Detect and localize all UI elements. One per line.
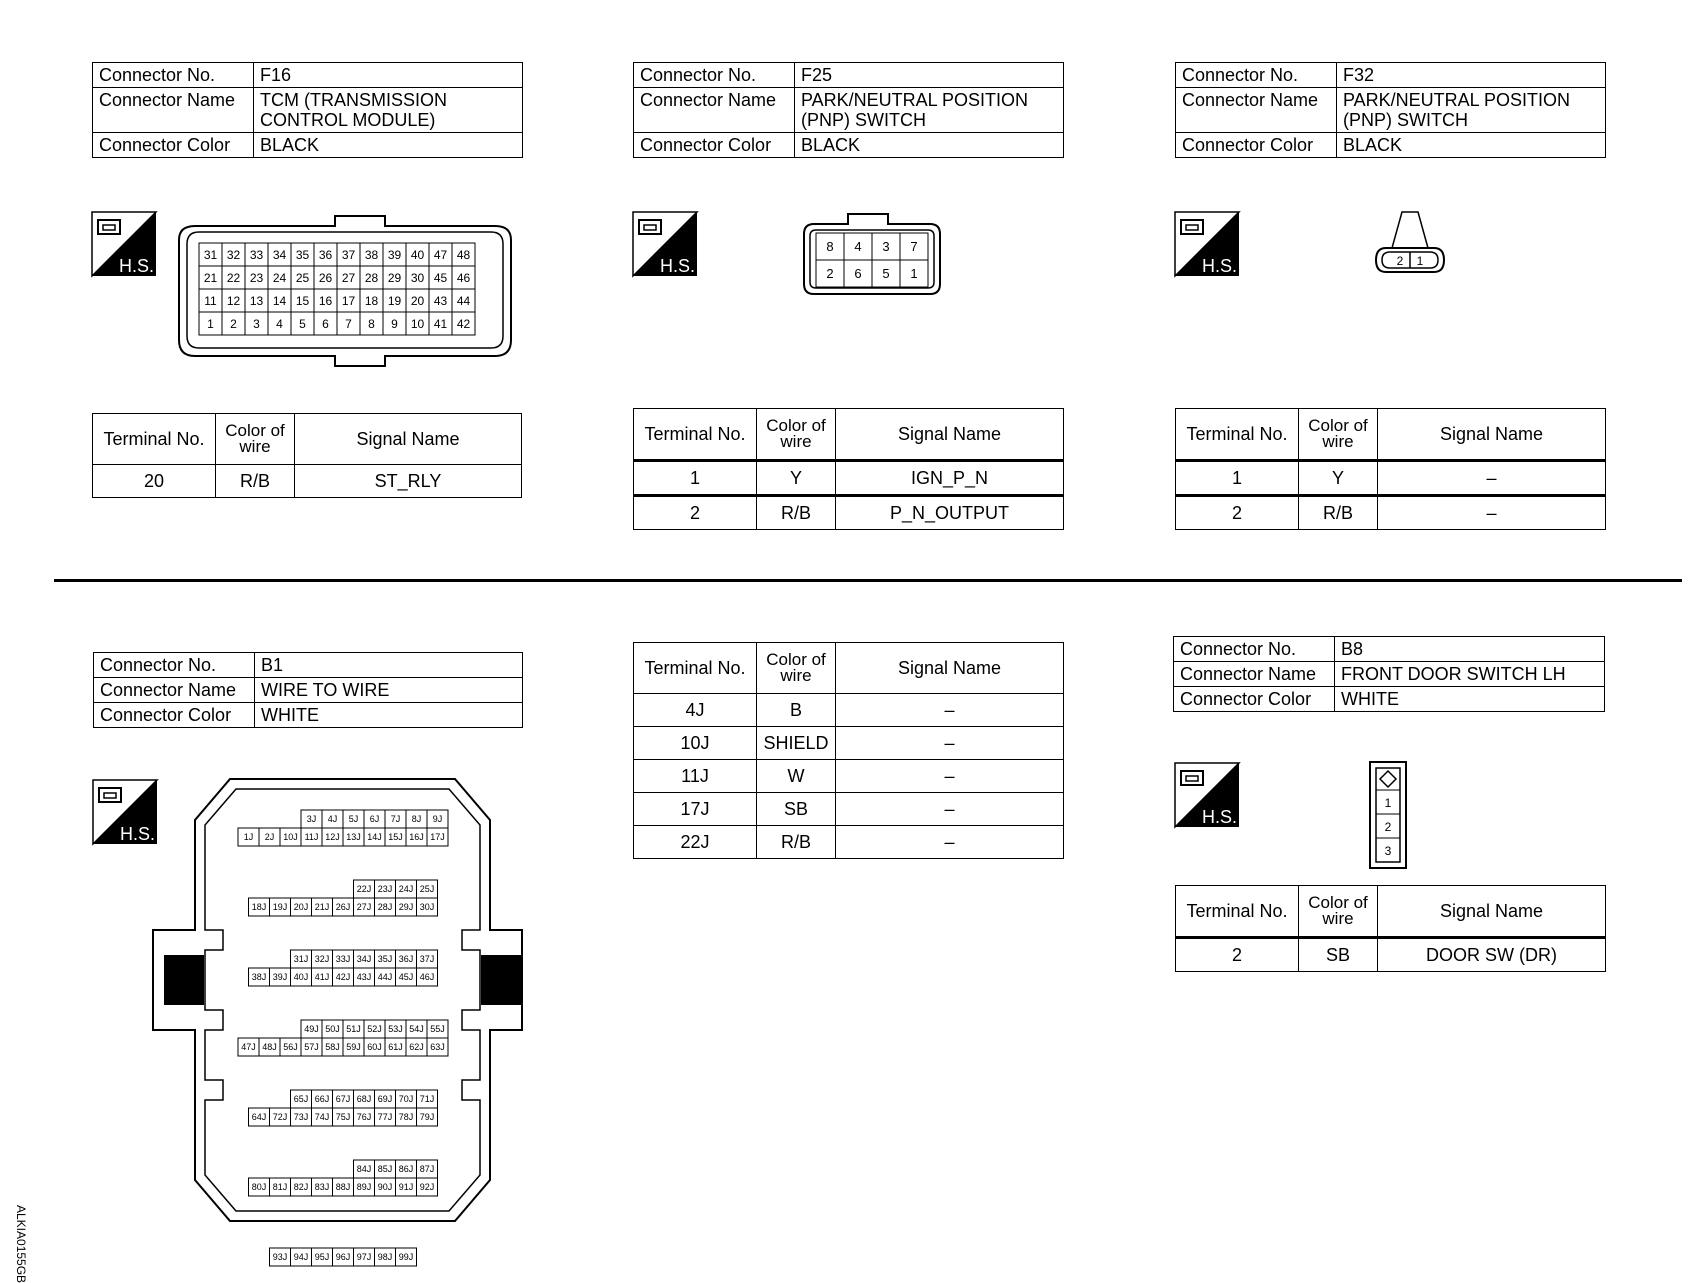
color-of-text: Color of — [766, 416, 826, 435]
wire-color-header — [757, 643, 836, 694]
pin-label: 40J — [293, 972, 309, 983]
color-of-text: Color of — [766, 650, 826, 669]
pin-label: 45J — [398, 972, 414, 983]
b1-connector-info — [93, 652, 523, 728]
f16-connector-face — [175, 210, 515, 370]
pin-label: 89J — [356, 1182, 372, 1193]
f16-name-line2: CONTROL MODULE) — [260, 110, 436, 130]
pin-label: 11J — [304, 832, 319, 843]
f32-name-line1: PARK/NEUTRAL POSITION — [1343, 90, 1571, 110]
pin-label: 87J — [419, 1164, 435, 1175]
terminal-no-header: Terminal No. — [634, 409, 757, 461]
section-divider — [54, 579, 1682, 582]
table-cell: B — [757, 694, 836, 727]
pin-label: 51J — [346, 1024, 361, 1035]
pin-label: 45 — [433, 270, 448, 285]
f25-no-label: Connector No. — [634, 63, 795, 88]
pin-label: 42 — [456, 316, 471, 331]
pin-label: 1 — [207, 316, 214, 331]
pin-label: 59J — [346, 1042, 361, 1053]
table-cell: R/B — [757, 826, 836, 859]
pin-label: 81J — [272, 1182, 288, 1193]
f16-pin-grid — [199, 243, 475, 335]
pin-label: 14 — [272, 293, 287, 308]
pin-label: 32 — [226, 247, 241, 262]
terminal-no-header: Terminal No. — [634, 643, 757, 694]
pin-label: 27 — [341, 270, 356, 285]
f25-name-label: Connector Name — [634, 88, 795, 133]
b8-connector-face — [1368, 760, 1408, 870]
f16-terminal-table — [92, 413, 522, 498]
pin-label: 10J — [283, 832, 298, 843]
pin-label: 37 — [341, 247, 356, 262]
table-cell: 22J — [634, 826, 757, 859]
pin-label: 42J — [335, 972, 351, 983]
pin-label: 94J — [293, 1252, 309, 1263]
b1-color-value: WHITE — [255, 703, 523, 728]
f25-pin-grid — [816, 233, 928, 287]
hs-label: H.S. — [118, 256, 154, 276]
b1-name-value: WIRE TO WIRE — [255, 678, 523, 703]
wire-text: wire — [780, 666, 812, 685]
pin-label: 1 — [910, 266, 918, 282]
pin-label: 1 — [1384, 796, 1392, 810]
table-cell: – — [1378, 461, 1606, 496]
pin-label: 6 — [322, 316, 329, 331]
hs-icon — [633, 212, 697, 276]
b8-connector-info — [1173, 636, 1605, 712]
table-cell: SHIELD — [757, 727, 836, 760]
table-cell: IGN_P_N — [836, 461, 1064, 496]
f25-connector-info — [633, 62, 1064, 158]
b8-no-value: B8 — [1335, 637, 1605, 662]
f25-no-value: F25 — [795, 63, 1064, 88]
pin-label: 41 — [433, 316, 448, 331]
pin-label: 3J — [306, 814, 317, 825]
pin-label: 44 — [456, 293, 471, 308]
pin-label: 52J — [367, 1024, 382, 1035]
pin-label: 4 — [854, 239, 862, 255]
pin-label: 33J — [335, 954, 351, 965]
terminal-no-header: Terminal No. — [1176, 409, 1299, 461]
pin-label: 25 — [295, 270, 310, 285]
b1-no-label: Connector No. — [94, 653, 255, 678]
pin-label: 47J — [241, 1042, 256, 1053]
pin-label: 7J — [390, 814, 401, 825]
pin-label: 28J — [377, 902, 393, 913]
pin-label: 40 — [410, 247, 425, 262]
f32-name-label: Connector Name — [1176, 88, 1337, 133]
hs-label: H.S. — [1201, 807, 1237, 827]
pin-label: 20J — [293, 902, 309, 913]
f16-color-value: BLACK — [254, 133, 523, 158]
b8-terminal-table — [1175, 885, 1606, 972]
pin-label: 38J — [251, 972, 267, 983]
f25-color-value: BLACK — [795, 133, 1064, 158]
pin-label: 77J — [377, 1112, 393, 1123]
pin-label: 66J — [314, 1094, 330, 1105]
pin-label: 67J — [335, 1094, 351, 1105]
f32-connector-info — [1175, 62, 1606, 158]
pin-label: 18 — [364, 293, 379, 308]
pin-label: 15 — [295, 293, 310, 308]
table-cell: 4J — [634, 694, 757, 727]
color-of-text: Color of — [225, 421, 285, 440]
pin-label: 17J — [430, 832, 445, 843]
wire-color-header — [216, 414, 295, 465]
pin-label: 2 — [1396, 254, 1404, 268]
pin-label: 90J — [377, 1182, 393, 1193]
b1-no-value: B1 — [255, 653, 523, 678]
b1-pin-grid — [238, 810, 448, 1266]
f25-name-value — [795, 88, 1064, 133]
pin-label: 97J — [356, 1252, 372, 1263]
pin-label: 88J — [335, 1182, 351, 1193]
pin-label: 25J — [419, 884, 435, 895]
b8-no-label: Connector No. — [1174, 637, 1335, 662]
table-cell: 10J — [634, 727, 757, 760]
pin-label: 16 — [318, 293, 333, 308]
pin-label: 13 — [249, 293, 264, 308]
pin-label: 95J — [314, 1252, 330, 1263]
wire-color-header — [1299, 409, 1378, 461]
f16-name-line1: TCM (TRANSMISSION — [260, 90, 447, 110]
pin-label: 21J — [314, 902, 330, 913]
table-cell: – — [836, 694, 1064, 727]
table-cell: 2 — [634, 496, 757, 530]
pin-label: 75J — [335, 1112, 351, 1123]
pin-label: 2J — [264, 832, 275, 843]
pin-label: 30 — [410, 270, 425, 285]
table-cell: DOOR SW (DR) — [1378, 938, 1606, 972]
pin-label: 34 — [272, 247, 287, 262]
pin-label: 38 — [364, 247, 379, 262]
wire-text: wire — [1322, 432, 1354, 451]
pin-label: 9J — [432, 814, 443, 825]
pin-label: 2 — [230, 316, 237, 331]
pin-label: 76J — [356, 1112, 372, 1123]
table-cell: 1 — [634, 461, 757, 496]
hs-icon — [1175, 763, 1239, 827]
figure-id: ALKIA0155GB — [14, 1205, 28, 1283]
f32-name-value — [1337, 88, 1606, 133]
pin-label: 64J — [251, 1112, 267, 1123]
pin-label: 37J — [419, 954, 435, 965]
wire-color-header — [757, 409, 836, 461]
table-cell: 17J — [634, 793, 757, 826]
pin-label: 56J — [283, 1042, 298, 1053]
pin-label: 32J — [314, 954, 330, 965]
pin-label: 2 — [826, 266, 834, 282]
pin-label: 53J — [388, 1024, 403, 1035]
pin-label: 16J — [409, 832, 424, 843]
pin-label: 22 — [226, 270, 241, 285]
b8-name-value: FRONT DOOR SWITCH LH — [1335, 662, 1605, 687]
pin-label: 8J — [411, 814, 422, 825]
b1-color-label: Connector Color — [94, 703, 255, 728]
signal-name-header: Signal Name — [295, 414, 522, 465]
table-cell: 2 — [1176, 938, 1299, 972]
f16-connector-info — [92, 62, 523, 158]
pin-label: 6 — [854, 266, 862, 282]
pin-label: 28 — [364, 270, 379, 285]
pin-label: 86J — [398, 1164, 414, 1175]
f16-no-value: F16 — [254, 63, 523, 88]
pin-label: 5 — [882, 266, 890, 282]
pin-label: 24J — [398, 884, 414, 895]
pin-label: 74J — [314, 1112, 330, 1123]
pin-label: 34J — [356, 954, 372, 965]
pin-label: 8 — [826, 239, 834, 255]
pin-label: 12 — [226, 293, 241, 308]
f25-terminal-table — [633, 408, 1064, 530]
signal-name-header: Signal Name — [1378, 886, 1606, 938]
f25-color-label: Connector Color — [634, 133, 795, 158]
pin-label: 5 — [299, 316, 306, 331]
pin-label: 60J — [367, 1042, 382, 1053]
pin-label: 55J — [430, 1024, 445, 1035]
pin-label: 43 — [433, 293, 448, 308]
pin-label: 26 — [318, 270, 333, 285]
color-of-text: Color of — [1308, 416, 1368, 435]
terminal-no-header: Terminal No. — [93, 414, 216, 465]
pin-label: 50J — [325, 1024, 340, 1035]
pin-label: 2 — [1384, 820, 1392, 834]
pin-label: 11 — [204, 293, 217, 308]
table-cell: Y — [1299, 461, 1378, 496]
pin-label: 91J — [398, 1182, 414, 1193]
pin-label: 93J — [272, 1252, 288, 1263]
table-cell: Y — [757, 461, 836, 496]
pin-label: 26J — [335, 902, 351, 913]
pin-label: 27J — [356, 902, 372, 913]
pin-label: 33 — [249, 247, 264, 262]
pin-label: 12J — [325, 832, 340, 843]
f32-color-value: BLACK — [1337, 133, 1606, 158]
f16-name-value — [254, 88, 523, 133]
pin-label: 3 — [1384, 844, 1392, 858]
pin-label: 22J — [356, 884, 372, 895]
pin-label: 78J — [398, 1112, 414, 1123]
pin-label: 18J — [251, 902, 267, 913]
pin-label: 54J — [409, 1024, 424, 1035]
pin-label: 10 — [410, 316, 425, 331]
pin-label: 5J — [348, 814, 359, 825]
pin-label: 21 — [203, 270, 218, 285]
b8-name-label: Connector Name — [1174, 662, 1335, 687]
wire-text: wire — [780, 432, 812, 451]
table-cell: – — [836, 793, 1064, 826]
pin-label: 79J — [419, 1112, 435, 1123]
table-cell: W — [757, 760, 836, 793]
pin-label: 84J — [356, 1164, 372, 1175]
pin-label: 1 — [1416, 254, 1424, 268]
f25-connector-face — [800, 208, 945, 298]
pin-label: 3 — [253, 316, 260, 331]
pin-label: 35 — [295, 247, 310, 262]
wire-text: wire — [239, 437, 271, 456]
pin-label: 14J — [367, 832, 382, 843]
pin-label: 85J — [377, 1164, 393, 1175]
signal-name-header: Signal Name — [836, 643, 1064, 694]
pin-label: 92J — [419, 1182, 435, 1193]
signal-name-header: Signal Name — [836, 409, 1064, 461]
pin-label: 62J — [409, 1042, 424, 1053]
pin-label: 6J — [369, 814, 380, 825]
table-cell: P_N_OUTPUT — [836, 496, 1064, 530]
hs-label: H.S. — [659, 256, 695, 276]
pin-label: 17 — [341, 293, 356, 308]
table-cell: SB — [1299, 938, 1378, 972]
table-cell: 2 — [1176, 496, 1299, 530]
pin-label: 57J — [304, 1042, 319, 1053]
pin-label: 30J — [419, 902, 435, 913]
hs-icon — [1175, 212, 1239, 276]
pin-label: 13J — [346, 832, 361, 843]
pin-label: 61J — [388, 1042, 403, 1053]
hs-label: H.S. — [1201, 256, 1237, 276]
pin-label: 98J — [377, 1252, 393, 1263]
table-cell: R/B — [757, 496, 836, 530]
pin-label: 68J — [356, 1094, 372, 1105]
pin-label: 29J — [398, 902, 414, 913]
table-cell: ST_RLY — [295, 465, 522, 498]
pin-label: 65J — [293, 1094, 309, 1105]
f32-connector-face — [1370, 208, 1450, 288]
f32-name-line2: (PNP) SWITCH — [1343, 110, 1468, 130]
b1-terminal-table — [633, 642, 1064, 859]
b8-color-value: WHITE — [1335, 687, 1605, 712]
pin-label: 23J — [377, 884, 393, 895]
f16-no-label: Connector No. — [93, 63, 254, 88]
table-cell: – — [836, 727, 1064, 760]
hs-icon — [93, 780, 157, 844]
table-cell: R/B — [216, 465, 295, 498]
pin-label: 23 — [249, 270, 264, 285]
hs-label: H.S. — [119, 824, 155, 844]
pin-label: 80J — [251, 1182, 267, 1193]
pin-label: 9 — [391, 316, 398, 331]
f32-no-value: F32 — [1337, 63, 1606, 88]
pin-label: 31J — [293, 954, 309, 965]
hs-icon — [92, 212, 156, 276]
pin-label: 35J — [377, 954, 393, 965]
table-cell: – — [1378, 496, 1606, 530]
pin-label: 49J — [304, 1024, 319, 1035]
pin-label: 71J — [419, 1094, 435, 1105]
pin-label: 47 — [433, 247, 448, 262]
pin-label: 58J — [325, 1042, 340, 1053]
pin-label: 31 — [203, 247, 218, 262]
pin-label: 48J — [262, 1042, 277, 1053]
table-cell: R/B — [1299, 496, 1378, 530]
pin-label: 39 — [387, 247, 402, 262]
f16-name-label: Connector Name — [93, 88, 254, 133]
pin-label: 24 — [272, 270, 287, 285]
f25-name-line2: (PNP) SWITCH — [801, 110, 926, 130]
pin-label: 15J — [388, 832, 403, 843]
pin-label: 82J — [293, 1182, 309, 1193]
pin-label: 73J — [293, 1112, 309, 1123]
pin-label: 72J — [272, 1112, 288, 1123]
f32-color-label: Connector Color — [1176, 133, 1337, 158]
table-cell: SB — [757, 793, 836, 826]
table-cell: – — [836, 760, 1064, 793]
table-cell: 11J — [634, 760, 757, 793]
pin-label: 39J — [272, 972, 288, 983]
table-cell: 1 — [1176, 461, 1299, 496]
b1-name-label: Connector Name — [94, 678, 255, 703]
pin-label: 36J — [398, 954, 414, 965]
pin-label: 7 — [910, 239, 918, 255]
pin-label: 41J — [314, 972, 330, 983]
wire-text: wire — [1322, 909, 1354, 928]
pin-label: 3 — [882, 239, 890, 255]
f16-color-label: Connector Color — [93, 133, 254, 158]
table-cell: 20 — [93, 465, 216, 498]
color-of-text: Color of — [1308, 893, 1368, 912]
b1-connector-face — [150, 775, 535, 1263]
wire-color-header — [1299, 886, 1378, 938]
pin-label: 44J — [377, 972, 393, 983]
b8-color-label: Connector Color — [1174, 687, 1335, 712]
pin-label: 99J — [398, 1252, 414, 1263]
pin-label: 83J — [314, 1182, 330, 1193]
f25-name-line1: PARK/NEUTRAL POSITION — [801, 90, 1029, 110]
f32-terminal-table — [1175, 408, 1606, 530]
pin-label: 19J — [272, 902, 288, 913]
f32-no-label: Connector No. — [1176, 63, 1337, 88]
pin-label: 29 — [387, 270, 402, 285]
pin-label: 4J — [327, 814, 338, 825]
pin-label: 4 — [276, 316, 283, 331]
pin-label: 96J — [335, 1252, 351, 1263]
pin-label: 20 — [410, 293, 425, 308]
pin-label: 46J — [419, 972, 435, 983]
pin-label: 48 — [456, 247, 471, 262]
table-cell: – — [836, 826, 1064, 859]
pin-label: 70J — [398, 1094, 414, 1105]
pin-label: 43J — [356, 972, 372, 983]
pin-label: 7 — [345, 316, 352, 331]
pin-label: 19 — [387, 293, 402, 308]
pin-label: 36 — [318, 247, 333, 262]
pin-label: 8 — [368, 316, 375, 331]
pin-label: 63J — [430, 1042, 445, 1053]
pin-label: 46 — [456, 270, 471, 285]
pin-label: 69J — [377, 1094, 393, 1105]
signal-name-header: Signal Name — [1378, 409, 1606, 461]
terminal-no-header: Terminal No. — [1176, 886, 1299, 938]
pin-label: 1J — [243, 832, 254, 843]
